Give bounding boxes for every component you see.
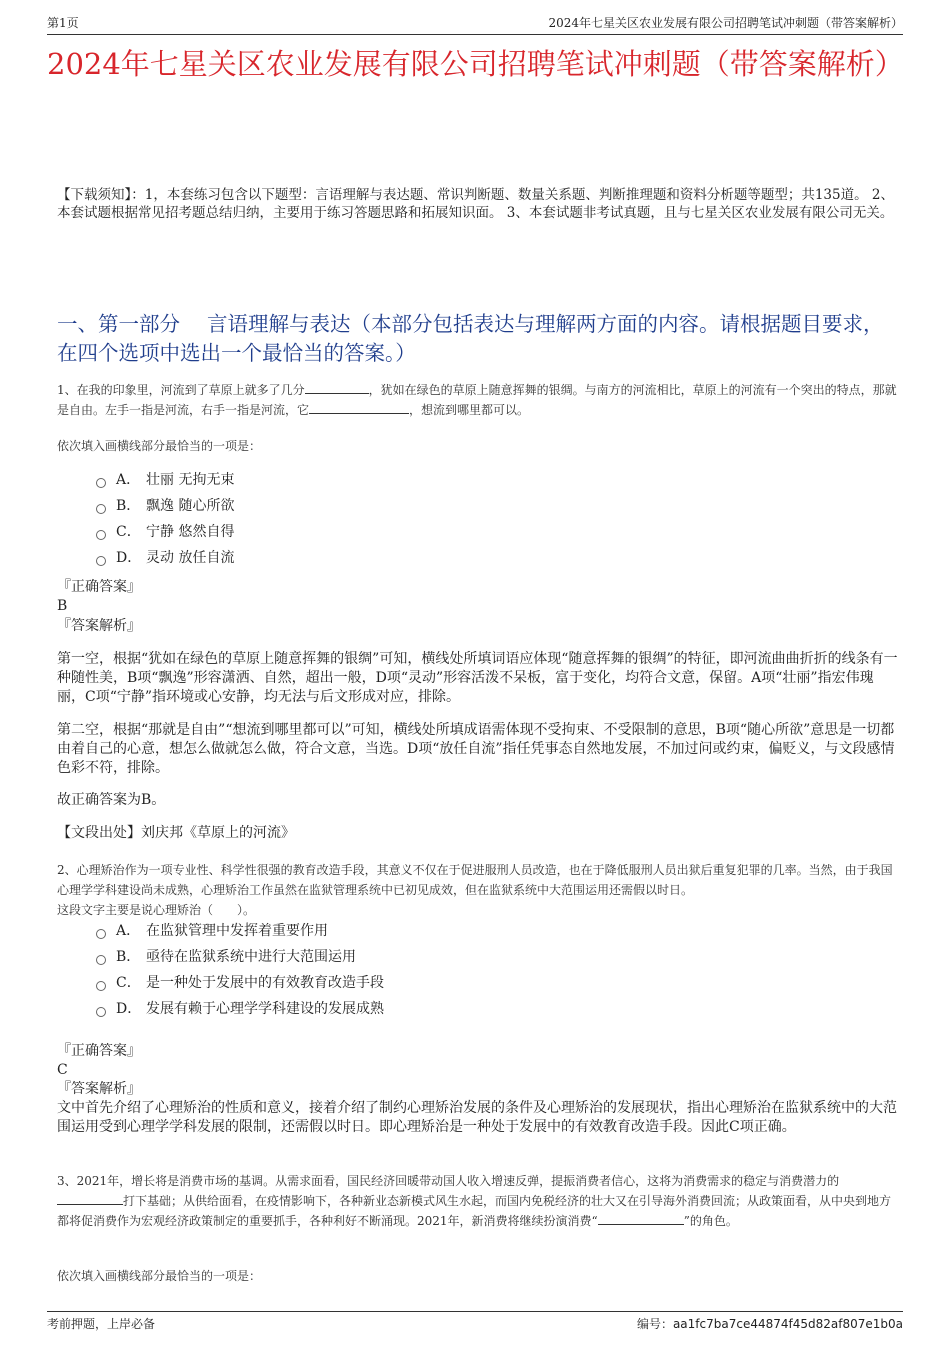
page-number: 第1页 bbox=[47, 16, 79, 30]
download-notice: 【下载须知】：1，本套练习包含以下题型：言语理解与表达题、常识判断题、数量关系题、判断推理题和资料分析题等题型；共135道。 2、本套试题根据常见招考题总结归纳，主要用于练习答题思路和拓展知识面。 3、本套试题非考试真题，且与七星关区农业发展有限公司无关。 bbox=[57, 187, 894, 221]
q2-analysis: 文中首先介绍了心理矫治的性质和意义，接着介绍了制约心理矫治发展的条件及心理矫治的发展现状，指出心理矫治在监狱系统中的大范围运用受到心理学学科发展的限制，还需假以时日。即心理矫治是一种处于发展中的有效教育改造手段。因此C项正确。 bbox=[57, 1100, 897, 1135]
question-1-text bbox=[57, 380, 898, 420]
q1-source: 【文段出处】刘庆邦《草原上的河流》 bbox=[57, 825, 295, 841]
question-3-text bbox=[57, 1171, 898, 1231]
q2-option-d[interactable]: D． 发展有赖于心理学学科建设的发展成熟 bbox=[96, 998, 384, 1020]
q2-option-a[interactable]: A． 在监狱管理中发挥着重要作用 bbox=[96, 920, 328, 942]
radio-icon[interactable] bbox=[96, 530, 106, 540]
page-footer bbox=[47, 1311, 903, 1332]
fill-blank bbox=[57, 1192, 123, 1205]
q2-option-c[interactable]: C． 是一种处于发展中的有效教育改造手段 bbox=[96, 972, 384, 994]
radio-icon[interactable] bbox=[96, 504, 106, 514]
radio-icon[interactable] bbox=[96, 556, 106, 566]
q2-answer: C bbox=[57, 1062, 68, 1078]
q1-analysis-1: 第一空，根据“犹如在绿色的草原上随意挥舞的银绸”可知，横线处所填词语应体现“随意挥舞的银绸”的特征，即河流曲曲折折的线条有一种随性美，B项“飘逸”形容潇洒、自然，超出一般，D项“灵动”形容活泼不呆板，富于变化，均符合文意，保留。A项“壮丽”指宏伟瑰丽，C项“宁静”指环境或心安静，均无法与后文形成对应，排除。 bbox=[57, 651, 898, 705]
document-title: 2024年七星关区农业发展有限公司招聘笔试冲刺题（带答案解析） bbox=[47, 47, 904, 81]
header-doc-title: 2024年七星关区农业发展有限公司招聘笔试冲刺题（带答案解析） bbox=[548, 16, 903, 30]
q3-text-c: ”的角色。 bbox=[683, 1214, 738, 1228]
radio-icon[interactable] bbox=[96, 981, 106, 991]
q2-answer-label: 『正确答案』 bbox=[57, 1043, 141, 1059]
q2-analysis-label: 『答案解析』 bbox=[57, 1081, 141, 1097]
fill-blank bbox=[598, 1212, 684, 1225]
q1-answer: B bbox=[57, 598, 68, 614]
q1-text-b: ，犹如在绿色的草原上随意挥舞的银绸。与南方的河流相比，草原上的河流有一个突出的特点，那就是自由。左手一指是河流，右手一指是河流，它 bbox=[57, 383, 897, 417]
q3-text-a: 3、2021年，增长将是消费市场的基调。从需求面看，国民经济回暖带动国人收入增速反弹，提振消费者信心，这将为消费需求的稳定与消费潜力的 bbox=[57, 1174, 840, 1188]
radio-icon[interactable] bbox=[96, 478, 106, 488]
q1-text-c: ，想流到哪里都可以。 bbox=[409, 403, 530, 417]
q1-analysis-2: 第二空，根据“那就是自由”“想流到哪里都可以”可知，横线处所填成语需体现不受拘束、不受限制的意思，B项“随心所欲”意思是一切都由着自己的心意，想怎么做就怎么做，符合文意，当选。D项“放任自流”指任凭事态自然地发展，不加过问或约束，偏贬义，与文段感情色彩不符，排除。 bbox=[57, 722, 895, 776]
q3-text-b: 打下基础；从供给面看，在疫情影响下，各种新业态新模式风生水起，而国内免税经济的壮大又在引导海外消费回流；从政策面看，从中央到地方都将促消费作为宏观经济政策制定的重要抓手，各种利好不断涌现。2021年，新消费将继续扮演消费“ bbox=[57, 1194, 892, 1228]
footer-code: 编号：aa1fc7ba7ce44874f45d82af807e1b0a bbox=[636, 1317, 903, 1331]
q1-option-d[interactable]: D． 灵动 放任自流 bbox=[96, 547, 234, 569]
section-title: 一、第一部分 言语理解与表达（本部分包括表达与理解两方面的内容。请根据题目要求，在四个选项中选出一个最恰当的答案。） bbox=[57, 312, 884, 365]
q2-prompt: 这段文字主要是说心理矫治（ ）。 bbox=[57, 903, 256, 917]
q1-conclusion: 故正确答案为B。 bbox=[57, 792, 166, 808]
q1-prompt: 依次填入画横线部分最恰当的一项是： bbox=[57, 439, 262, 453]
q1-text-a: 1、在我的印象里，河流到了草原上就多了几分 bbox=[57, 383, 305, 397]
q1-answer-label: 『正确答案』 bbox=[57, 579, 141, 595]
fill-blank bbox=[309, 401, 409, 414]
radio-icon[interactable] bbox=[96, 1007, 106, 1017]
q1-option-b[interactable]: B． 飘逸 随心所欲 bbox=[96, 495, 234, 517]
radio-icon[interactable] bbox=[96, 955, 106, 965]
page-header bbox=[47, 14, 903, 35]
question-2-text: 2、心理矫治作为一项专业性、科学性很强的教育改造手段，其意义不仅在于促进服刑人员改造，也在于降低服刑人员出狱后重复犯罪的几率。当然，由于我国心理学学科建设尚未成熟，心理矫治工作虽然在监狱管理系统中已初见成效，但在监狱系统中大范围运用还需假以时日。 bbox=[57, 863, 893, 897]
q3-prompt: 依次填入画横线部分最恰当的一项是： bbox=[57, 1269, 262, 1283]
footer-slogan: 考前押题，上岸必备 bbox=[47, 1317, 156, 1331]
q1-option-a[interactable]: A． 壮丽 无拘无束 bbox=[96, 469, 234, 491]
radio-icon[interactable] bbox=[96, 929, 106, 939]
q1-option-c[interactable]: C． 宁静 悠然自得 bbox=[96, 521, 234, 543]
q1-analysis-label: 『答案解析』 bbox=[57, 618, 141, 634]
q2-option-b[interactable]: B． 亟待在监狱系统中进行大范围运用 bbox=[96, 946, 356, 968]
fill-blank bbox=[305, 381, 369, 394]
